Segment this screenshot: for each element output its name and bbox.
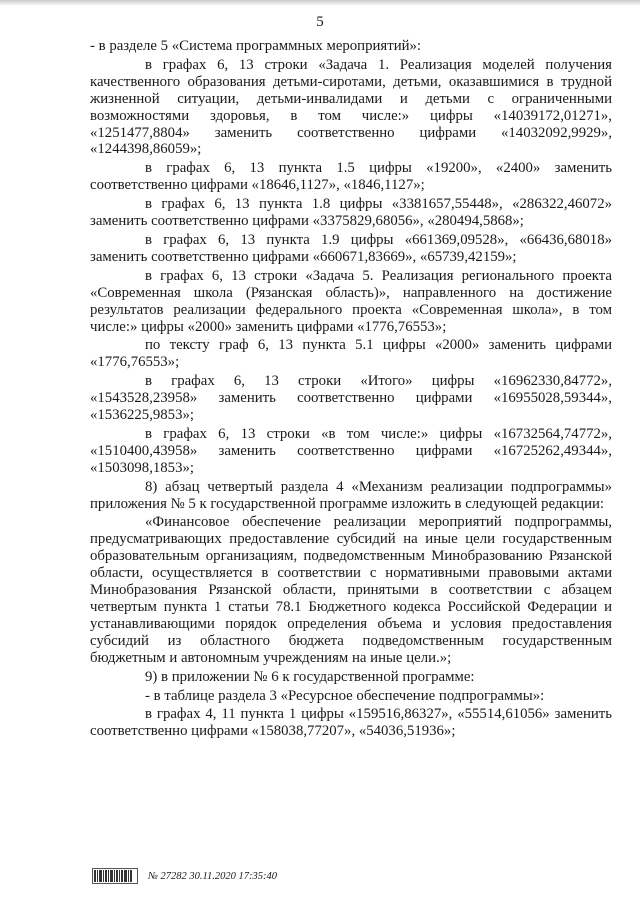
paragraph: 8) абзац четвертый раздела 4 «Механизм реализации подпрограммы» приложения № 5 к государственной программе изложить в следующей редакции:: [90, 478, 612, 512]
quoted-paragraph: «Финансовое обеспечение реализации мероприятий подпрограммы, предусматривающих предоставление субсидий на иные цели государственным образовательным организациям, подведомственным Минобразованию Рязанской области, осуществляется в соответствии с нормативными правовыми актами Минобразования Рязанской области, принятыми в соответствии с абзацем четвертым пункта 1 статьи 78.1 Бюджетного кодекса Российской Федерации и устанавливающими порядок определения объема и условия предоставления субсидий из областного бюджета подведомственным государственным бюджетным и автономным учреждениям на иные цели.»;: [90, 514, 612, 666]
page-number: 5: [316, 14, 324, 30]
paragraph: в графах 6, 13 строки «Задача 1. Реализация моделей получения качественного образования детьми-сиротами, детьми, оказавшимися в трудной жизненной ситуации, детьми-инвалидами и детьми с ограниченными возможностями здоровья, в том числе:» цифры «14039172,01271», «1251477,8804» заменить соответственно цифрами «14032092,9929», «1244398,86059»;: [90, 56, 612, 158]
footer: [92, 868, 277, 884]
scan-edge: [0, 0, 640, 6]
paragraph: в графах 6, 13 пункта 1.9 цифры «661369,09528», «66436,68018» заменить соответственно цифрами «660671,83669», «65739,42159»;: [90, 231, 612, 265]
paragraph: 9) в приложении № 6 к государственной программе:: [145, 668, 475, 685]
paragraph: по тексту граф 6, 13 пункта 5.1 цифры «2000» заменить цифрами «1776,76553»;: [90, 337, 612, 371]
barcode-stamp: [92, 868, 138, 884]
paragraph: в графах 6, 13 строки «Итого» цифры «16962330,84772», «1543528,23958» заменить соответственно цифрами «16955028,59344», «1536225,9853»;: [90, 373, 612, 424]
paragraph: в графах 6, 13 пункта 1.8 цифры «3381657,55448», «286322,46072» заменить соответственно цифрами «3375829,68056», «280494,5868»;: [90, 196, 612, 230]
electronic-signature-label: № 27282 30.11.2020 17:35:40: [148, 870, 277, 882]
paragraph: - в разделе 5 «Система программных мероприятий»:: [90, 38, 422, 54]
paragraph: в графах 6, 13 строки «в том числе:» цифры «16732564,74772», «1510400,43958» заменить соответственно цифрами «16725262,49344», «1503098,1853»;: [90, 425, 612, 476]
paragraph: в графах 6, 13 пункта 1.5 цифры «19200», «2400» заменить соответственно цифрами «18646,1127», «1846,1127»;: [90, 160, 612, 194]
document-body: [90, 38, 612, 742]
paragraph: - в таблице раздела 3 «Ресурсное обеспечение подпрограммы»:: [145, 687, 545, 704]
paragraph: в графах 4, 11 пункта 1 цифры «159516,86327», «55514,61056» заменить соответственно цифрами «158038,77207», «54036,51936»;: [90, 706, 612, 740]
paragraph: в графах 6, 13 строки «Задача 5. Реализация регионального проекта «Современная школа (Рязанская область)», направленного на достижение результатов реализации федерального проекта «Современная школа», в том числе:» цифры «2000» заменить цифрами «1776,76553»;: [90, 267, 612, 335]
